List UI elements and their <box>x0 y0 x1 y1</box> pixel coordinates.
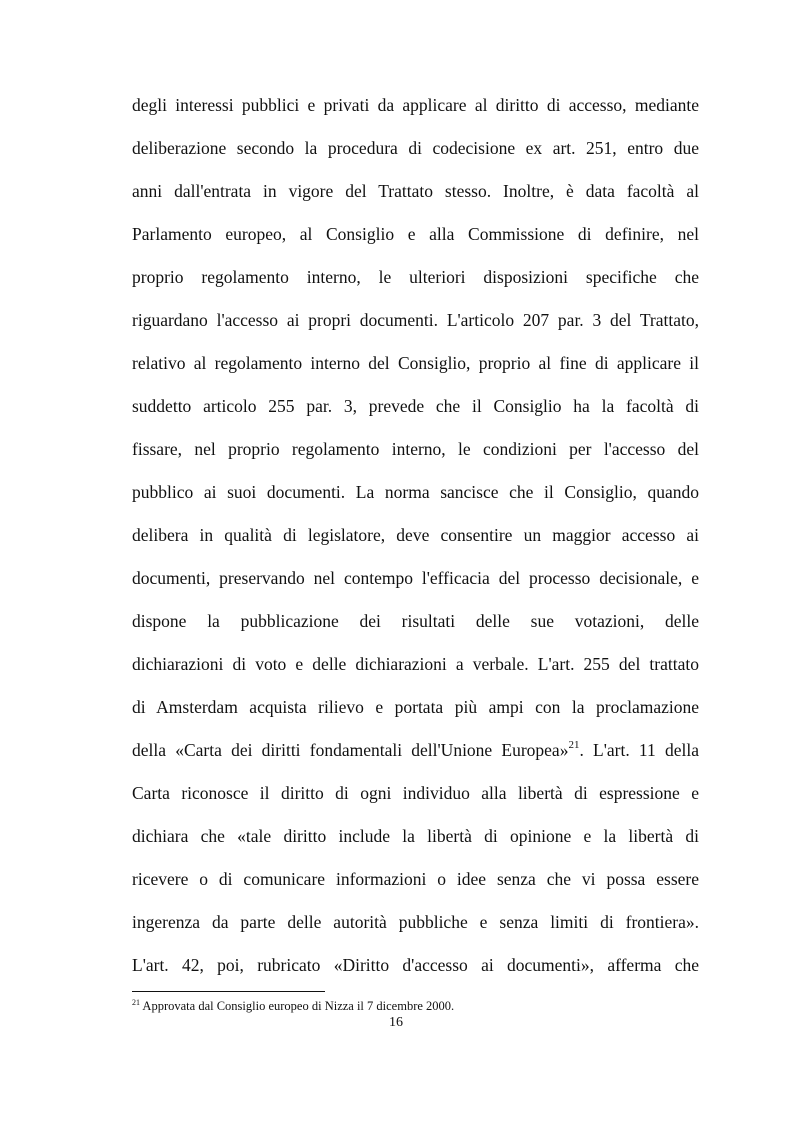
footnote-reference[interactable]: 21 <box>568 739 580 752</box>
text-line: suddetto articolo 255 par. 3, prevede che il Consiglio ha la facoltà di <box>132 396 699 416</box>
line-text-before-ref: della «Carta dei diritti fondamentali dell'Unione Europea» <box>132 740 569 760</box>
text-line: deliberazione secondo la procedura di codecisione ex art. 251, entro due <box>132 138 699 158</box>
footnote-number: 21 <box>132 997 140 1007</box>
text-line: Carta riconosce il diritto di ogni individuo alla libertà di espressione e <box>132 783 699 803</box>
text-line: degli interessi pubblici e privati da applicare al diritto di accesso, mediante <box>132 95 699 115</box>
footnote <box>132 998 699 1014</box>
line-text-after-ref: . L'art. 11 della <box>579 740 699 760</box>
text-line: dispone la pubblicazione dei risultati delle sue votazioni, delle <box>132 611 699 631</box>
text-line: L'art. 42, poi, rubricato «Diritto d'accesso ai documenti», afferma che <box>132 955 699 975</box>
text-line: anni dall'entrata in vigore del Trattato stesso. Inoltre, è data facoltà al <box>132 181 699 201</box>
text-line: riguardano l'accesso ai propri documenti. L'articolo 207 par. 3 del Trattato, <box>132 310 699 330</box>
text-line: delibera in qualità di legislatore, deve consentire un maggior accesso ai <box>132 525 699 545</box>
text-line: documenti, preservando nel contempo l'efficacia del processo decisionale, e <box>132 568 699 588</box>
page-number: 16 <box>389 1015 403 1030</box>
text-line: proprio regolamento interno, le ulteriori disposizioni specifiche che <box>132 267 699 287</box>
text-line: fissare, nel proprio regolamento interno, le condizioni per l'accesso del <box>132 439 699 459</box>
text-line: dichiara che «tale diritto include la libertà di opinione e la libertà di <box>132 826 699 846</box>
footnote-separator <box>132 991 325 992</box>
text-line: relativo al regolamento interno del Consiglio, proprio al fine di applicare il <box>132 353 699 373</box>
body-text <box>132 90 699 993</box>
text-line: pubblico ai suoi documenti. La norma sancisce che il Consiglio, quando <box>132 482 699 502</box>
text-line: dichiarazioni di voto e delle dichiarazioni a verbale. L'art. 255 del trattato <box>132 654 699 674</box>
text-line: ricevere o di comunicare informazioni o idee senza che vi possa essere <box>132 869 699 889</box>
text-line: ingerenza da parte delle autorità pubbliche e senza limiti di frontiera». <box>132 912 699 932</box>
text-line-with-footnote-ref <box>132 735 699 778</box>
footnote-text: Approvata dal Consiglio europeo di Nizza il 7 dicembre 2000. <box>140 999 455 1013</box>
text-line: Parlamento europeo, al Consiglio e alla Commissione di definire, nel <box>132 224 699 244</box>
text-line: di Amsterdam acquista rilievo e portata più ampi con la proclamazione <box>132 697 699 717</box>
